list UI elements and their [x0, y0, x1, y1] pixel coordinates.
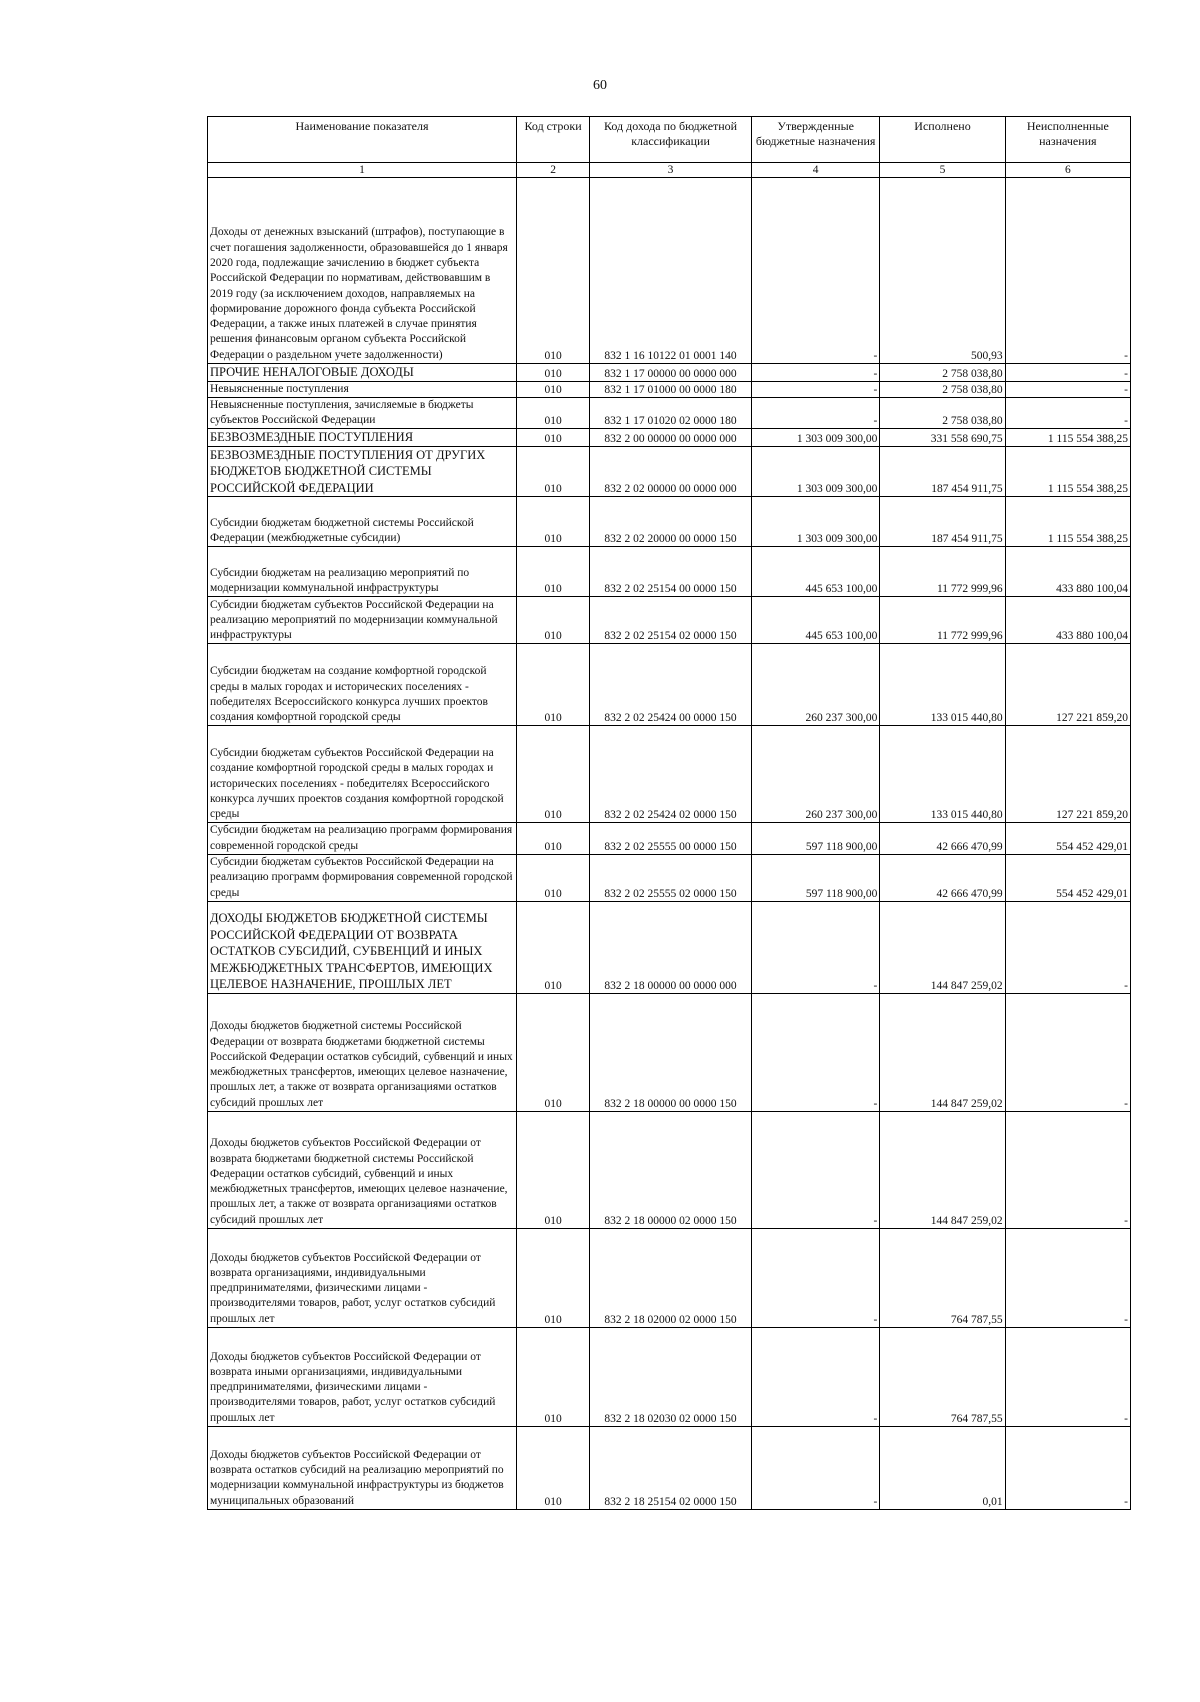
table-row	[208, 823, 1131, 855]
row-approved: 260 237 300,00	[751, 644, 879, 726]
row-approved: 597 118 900,00	[751, 823, 879, 855]
row-name: Доходы бюджетов субъектов Российской Федерации от возврата организациями, индивидуальными предпринимателями, физическими лицами - производителями товаров, работ, услуг остатков субсидий прошлых лет	[208, 1228, 517, 1327]
row-line-code: 010	[517, 429, 590, 447]
row-income-code: 832 2 00 00000 00 0000 000	[590, 429, 752, 447]
table-row	[208, 1426, 1131, 1509]
row-line-code: 010	[517, 1228, 590, 1327]
row-income-code: 832 2 02 00000 00 0000 000	[590, 446, 752, 497]
row-approved: -	[751, 397, 879, 429]
row-executed: 187 454 911,75	[880, 497, 1005, 547]
row-name: Субсидии бюджетам бюджетной системы Российской Федерации (межбюджетные субсидии)	[208, 497, 517, 547]
column-number: 5	[880, 163, 1005, 178]
row-income-code: 832 2 02 25154 00 0000 150	[590, 547, 752, 597]
row-approved: -	[751, 1426, 879, 1509]
page-number: 60	[593, 78, 607, 93]
row-name: Доходы бюджетов субъектов Российской Федерации от возврата иными организациями, индивидуальными предпринимателями, физическими лицами - производителями товаров, работ, услуг остатков субсидий прошлых лет	[208, 1327, 517, 1426]
row-name: Невыясненные поступления, зачисляемые в бюджеты субъектов Российской Федерации	[208, 397, 517, 429]
row-line-code: 010	[517, 854, 590, 901]
row-income-code: 832 2 02 25154 02 0000 150	[590, 597, 752, 644]
row-approved: -	[751, 1111, 879, 1228]
row-unexecuted: -	[1005, 1426, 1130, 1509]
table-row	[208, 397, 1131, 429]
header-indicator-name: Наименование показателя	[208, 117, 517, 163]
row-income-code: 832 2 02 25555 00 0000 150	[590, 823, 752, 855]
row-unexecuted: 433 880 100,04	[1005, 547, 1130, 597]
row-income-code: 832 2 18 02030 02 0000 150	[590, 1327, 752, 1426]
table-row	[208, 1327, 1131, 1426]
row-income-code: 832 2 18 25154 02 0000 150	[590, 1426, 752, 1509]
row-name: Субсидии бюджетам субъектов Российской Федерации на реализацию мероприятий по модернизации коммунальной инфраструктуры	[208, 597, 517, 644]
row-executed: 500,93	[880, 178, 1005, 364]
row-unexecuted: -	[1005, 1111, 1130, 1228]
table-row	[208, 446, 1131, 497]
row-name: Доходы бюджетов субъектов Российской Федерации от возврата остатков субсидий на реализацию мероприятий по модернизации коммунальной инфраструктуры из бюджетов муниципальных образований	[208, 1426, 517, 1509]
row-line-code: 010	[517, 1111, 590, 1228]
row-line-code: 010	[517, 644, 590, 726]
row-unexecuted: 127 221 859,20	[1005, 644, 1130, 726]
row-name: Доходы бюджетов бюджетной системы Российской Федерации от возврата бюджетами бюджетной системы Российской Федерации остатков субсидий, субвенций и иных межбюджетных трансфертов, имеющих целевое назначение, прошлых лет, а также от возврата организациями остатков субсидий прошлых лет	[208, 993, 517, 1111]
row-income-code: 832 2 18 00000 00 0000 150	[590, 993, 752, 1111]
table-row	[208, 178, 1131, 364]
column-number: 6	[1005, 163, 1130, 178]
row-line-code: 010	[517, 178, 590, 364]
budget-report-table	[207, 116, 1131, 1510]
row-unexecuted: 554 452 429,01	[1005, 854, 1130, 901]
table-row	[208, 364, 1131, 382]
row-approved: 260 237 300,00	[751, 726, 879, 823]
row-approved: -	[751, 1228, 879, 1327]
row-approved: -	[751, 381, 879, 397]
column-number: 1	[208, 163, 517, 178]
row-income-code: 832 1 17 01020 02 0000 180	[590, 397, 752, 429]
row-name: БЕЗВОЗМЕЗДНЫЕ ПОСТУПЛЕНИЯ	[208, 429, 517, 447]
row-approved: -	[751, 364, 879, 382]
row-executed: 2 758 038,80	[880, 364, 1005, 382]
row-name: Доходы от денежных взысканий (штрафов), поступающие в счет погашения задолженности, образовавшейся до 1 января 2020 года, подлежащие зачислению в бюджет субъекта Российской Федерации по нормативам, действовавшим в 2019 году (за исключением доходов, направляемых на формирование дорожного фонда субъекта Российской Федерации, а также иных платежей в случае принятия решения финансовым органом субъекта Российской Федерации о раздельном учете задолженности)	[208, 178, 517, 364]
header-line-code: Код строки	[517, 117, 590, 163]
row-income-code: 832 1 17 00000 00 0000 000	[590, 364, 752, 382]
row-income-code: 832 2 18 00000 02 0000 150	[590, 1111, 752, 1228]
table-row	[208, 497, 1131, 547]
row-name: БЕЗВОЗМЕЗДНЫЕ ПОСТУПЛЕНИЯ ОТ ДРУГИХ БЮДЖЕТОВ БЮДЖЕТНОЙ СИСТЕМЫ РОССИЙСКОЙ ФЕДЕРАЦИИ	[208, 446, 517, 497]
row-executed: 144 847 259,02	[880, 993, 1005, 1111]
row-unexecuted: -	[1005, 178, 1130, 364]
row-income-code: 832 2 02 25424 00 0000 150	[590, 644, 752, 726]
row-executed: 0,01	[880, 1426, 1005, 1509]
row-line-code: 010	[517, 1426, 590, 1509]
row-line-code: 010	[517, 446, 590, 497]
row-name: Доходы бюджетов субъектов Российской Федерации от возврата бюджетами бюджетной системы Российской Федерации остатков субсидий, субвенций и иных межбюджетных трансфертов, имеющих целевое назначение, прошлых лет, а также от возврата организациями остатков субсидий прошлых лет	[208, 1111, 517, 1228]
row-line-code: 010	[517, 597, 590, 644]
row-name: Субсидии бюджетам субъектов Российской Федерации на реализацию программ формирования современной городской среды	[208, 854, 517, 901]
header-approved: Утвержденные бюджетные назначения	[751, 117, 879, 163]
row-approved: 1 303 009 300,00	[751, 446, 879, 497]
row-approved: -	[751, 901, 879, 993]
row-line-code: 010	[517, 364, 590, 382]
table-row	[208, 597, 1131, 644]
row-approved: -	[751, 178, 879, 364]
row-line-code: 010	[517, 726, 590, 823]
table-row	[208, 854, 1131, 901]
row-income-code: 832 1 16 10122 01 0001 140	[590, 178, 752, 364]
row-executed: 11 772 999,96	[880, 597, 1005, 644]
row-line-code: 010	[517, 901, 590, 993]
row-income-code: 832 2 18 00000 00 0000 000	[590, 901, 752, 993]
row-executed: 331 558 690,75	[880, 429, 1005, 447]
row-income-code: 832 1 17 01000 00 0000 180	[590, 381, 752, 397]
row-unexecuted: -	[1005, 1327, 1130, 1426]
header-row	[208, 117, 1131, 163]
row-unexecuted: 1 115 554 388,25	[1005, 429, 1130, 447]
row-approved: 1 303 009 300,00	[751, 429, 879, 447]
row-approved: 445 653 100,00	[751, 597, 879, 644]
row-line-code: 010	[517, 547, 590, 597]
row-unexecuted: -	[1005, 364, 1130, 382]
row-name: Субсидии бюджетам на создание комфортной городской среды в малых городах и исторических поселениях - победителях Всероссийского конкурса лучших проектов создания комфортной городской среды	[208, 644, 517, 726]
row-line-code: 010	[517, 497, 590, 547]
table-row	[208, 1111, 1131, 1228]
row-unexecuted: 1 115 554 388,25	[1005, 497, 1130, 547]
row-name: Субсидии бюджетам на реализацию программ формирования современной городской среды	[208, 823, 517, 855]
row-unexecuted: 1 115 554 388,25	[1005, 446, 1130, 497]
row-executed: 2 758 038,80	[880, 397, 1005, 429]
table-row	[208, 644, 1131, 726]
row-name: Невыясненные поступления	[208, 381, 517, 397]
column-number: 2	[517, 163, 590, 178]
table-row	[208, 1228, 1131, 1327]
row-unexecuted: -	[1005, 993, 1130, 1111]
row-executed: 187 454 911,75	[880, 446, 1005, 497]
row-income-code: 832 2 02 25555 02 0000 150	[590, 854, 752, 901]
column-number: 4	[751, 163, 879, 178]
header-executed: Исполнено	[880, 117, 1005, 163]
row-line-code: 010	[517, 381, 590, 397]
table-row	[208, 381, 1131, 397]
row-executed: 144 847 259,02	[880, 1111, 1005, 1228]
row-name: Субсидии бюджетам субъектов Российской Федерации на создание комфортной городской среды в малых городах и исторических поселениях - победителях Всероссийского конкурса лучших проектов создания комфортной городской среды	[208, 726, 517, 823]
row-approved: -	[751, 1327, 879, 1426]
row-unexecuted: -	[1005, 381, 1130, 397]
row-unexecuted: 433 880 100,04	[1005, 597, 1130, 644]
table-row	[208, 547, 1131, 597]
row-income-code: 832 2 18 02000 02 0000 150	[590, 1228, 752, 1327]
row-executed: 144 847 259,02	[880, 901, 1005, 993]
row-approved: -	[751, 993, 879, 1111]
row-unexecuted: 127 221 859,20	[1005, 726, 1130, 823]
row-unexecuted: -	[1005, 397, 1130, 429]
row-unexecuted: -	[1005, 1228, 1130, 1327]
row-income-code: 832 2 02 25424 02 0000 150	[590, 726, 752, 823]
row-unexecuted: -	[1005, 901, 1130, 993]
row-approved: 1 303 009 300,00	[751, 497, 879, 547]
row-name: Субсидии бюджетам на реализацию мероприятий по модернизации коммунальной инфраструктуры	[208, 547, 517, 597]
row-executed: 2 758 038,80	[880, 381, 1005, 397]
row-approved: 597 118 900,00	[751, 854, 879, 901]
row-line-code: 010	[517, 1327, 590, 1426]
row-approved: 445 653 100,00	[751, 547, 879, 597]
table-row	[208, 429, 1131, 447]
row-line-code: 010	[517, 397, 590, 429]
row-executed: 11 772 999,96	[880, 547, 1005, 597]
row-executed: 764 787,55	[880, 1228, 1005, 1327]
row-line-code: 010	[517, 993, 590, 1111]
row-unexecuted: 554 452 429,01	[1005, 823, 1130, 855]
row-name: ДОХОДЫ БЮДЖЕТОВ БЮДЖЕТНОЙ СИСТЕМЫ РОССИЙСКОЙ ФЕДЕРАЦИИ ОТ ВОЗВРАТА ОСТАТКОВ СУБСИДИЙ, СУБВЕНЦИЙ И ИНЫХ МЕЖБЮДЖЕТНЫХ ТРАНСФЕРТОВ, ИМЕЮЩИХ ЦЕЛЕВОЕ НАЗНАЧЕНИЕ, ПРОШЛЫХ ЛЕТ	[208, 901, 517, 993]
row-income-code: 832 2 02 20000 00 0000 150	[590, 497, 752, 547]
column-number: 3	[590, 163, 752, 178]
table-row	[208, 901, 1131, 993]
column-number-row	[208, 163, 1131, 178]
header-unexecuted: Неисполненные назначения	[1005, 117, 1130, 163]
row-executed: 133 015 440,80	[880, 726, 1005, 823]
row-name: ПРОЧИЕ НЕНАЛОГОВЫЕ ДОХОДЫ	[208, 364, 517, 382]
row-executed: 42 666 470,99	[880, 854, 1005, 901]
row-line-code: 010	[517, 823, 590, 855]
table-row	[208, 726, 1131, 823]
header-income-code: Код дохода по бюджетной классификации	[590, 117, 752, 163]
row-executed: 764 787,55	[880, 1327, 1005, 1426]
table-row	[208, 993, 1131, 1111]
row-executed: 42 666 470,99	[880, 823, 1005, 855]
row-executed: 133 015 440,80	[880, 644, 1005, 726]
